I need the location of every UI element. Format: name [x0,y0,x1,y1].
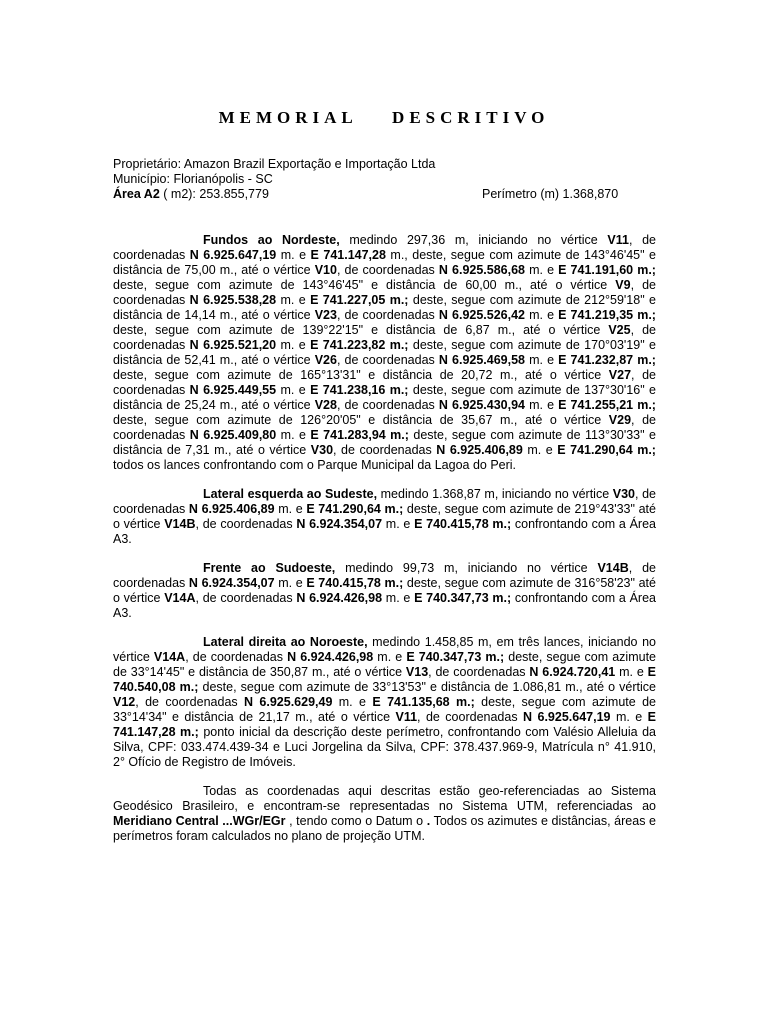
text-run: m. e [522,443,558,457]
bold-text-run: N 6.925.409,80 [189,428,277,442]
text-run: todos os lances confrontando com o Parque Municipal da Lagoa do Peri. [113,458,517,472]
bold-text-run: E 741.255,21 m.; [558,398,656,412]
text-run: confrontando com a Área A3. [113,591,656,620]
text-run: m. e [276,338,311,352]
text-run: medindo 1.368,87 m, iniciando no vértice [377,487,613,501]
text-run: deste, segue com azimute de 219°43'33" até o vértice [113,502,656,531]
bold-text-run: E 741.238,16 m.; [310,383,409,397]
bold-text-run: N 6.925.469,58 [438,353,525,367]
text-run: Todos os azimutes e distâncias, áreas e perímetros foram calculados no plano de projeção UTM. [113,814,656,843]
text-run: m. e [332,695,373,709]
bold-text-run: E 741.290,64 m.; [306,502,404,516]
text-run: m. e [274,502,307,516]
text-run: m. e [382,591,415,605]
bold-text-run: V14A [164,591,196,605]
bold-text-run: V12 [113,695,136,709]
municipality-line: Município: Florianópolis - SC [113,172,273,186]
perimeter-line: Perímetro (m) 1.368,870 [482,187,619,201]
text-run: , de coordenadas [428,665,530,679]
bold-text-run: E 740.415,78 m.; [306,576,404,590]
bold-text-run: N 6.924.354,07 [188,576,275,590]
bold-text-run: N 6.925.647,19 [523,710,611,724]
bold-text-run: E 740.540,08 m.; [113,665,656,694]
paragraph-lateral-esquerda-sudeste [113,487,656,547]
bold-text-run: E 741.223,82 m.; [310,338,409,352]
text-run: m. e [525,263,559,277]
bold-text-run: N 6.925.449,55 [189,383,277,397]
text-run: confrontando com a Área A3. [113,517,656,546]
text-run: m. e [610,710,648,724]
text-run: m. e [276,248,311,262]
bold-text-run: N 6.925.526,42 [438,308,525,322]
text-run: ponto inicial da descrição deste perímetro, confrontando com Valésio Alleluia da Silva, CPF: 033.474.439-34 e Luci Jorgelina da Silva, CPF: 378.437.969-9, Matrícula n° 41.910, 2° Ofício de Registro de Imóveis. [113,725,656,769]
text-run: m. e [525,398,559,412]
text-run: medindo 1.458,85 m, em três lances, iniciando no vértice [113,635,656,664]
bold-text-run: V23 [314,308,337,322]
text-run: m. e [382,517,415,531]
text-run: m. e [276,293,311,307]
bold-text-run: V14B [597,561,629,575]
bold-text-run: N 6.925.521,20 [189,338,277,352]
bold-text-run: E 741.283,94 m.; [310,428,409,442]
bold-text-run: Meridiano Central ...WGr/EGr [113,814,286,828]
bold-text-run: E 741.135,68 m.; [372,695,475,709]
bold-text-run: Lateral direita ao Noroeste, [203,635,368,649]
bold-text-run: E 741.232,87 m.; [558,353,656,367]
text-run: , de coordenadas [113,561,656,590]
bold-text-run: V9 [615,278,631,292]
bold-text-run: E 741.147,28 [310,248,386,262]
text-run: , de coordenadas [336,398,439,412]
area-row [113,187,673,202]
bold-text-run: N 6.925.406,89 [188,502,275,516]
bold-text-run: . [426,814,431,828]
text-run: deste, segue com azimute de 33°13'53" e distância de 1.086,81 m., até o vértice [198,680,656,694]
paragraph-frente-sudoeste [113,561,656,621]
text-run: , de coordenadas [336,308,439,322]
text-run: m. e [525,308,559,322]
text-run: , tendo como o Datum o [285,814,427,828]
text-run: , de coordenadas [417,710,524,724]
text-run: deste, segue com azimute de 137°30'16" e distância de 25,24 m., até o vértice [113,383,656,412]
text-run: m. e [525,353,559,367]
text-run: deste, segue com azimute de 139°22'15" e distância de 6,87 m., até o vértice [113,323,609,337]
bold-text-run: V10 [314,263,337,277]
bold-text-run: N 6.925.647,19 [189,248,277,262]
bold-text-run: V25 [608,323,631,337]
text-run: deste, segue com azimute de 143°46'45" e distância de 60,00 m., até o vértice [113,278,616,292]
text-run: deste, segue com azimute de 170°03'19" e distância de 52,41 m., até o vértice [113,338,656,367]
bold-text-run: Lateral esquerda ao Sudeste, [203,487,378,501]
text-run: , de coordenadas [113,323,656,352]
text-run: medindo 99,73 m, iniciando no vértice [335,561,598,575]
bold-text-run: V11 [395,710,418,724]
text-run: deste, segue com azimute de 165°13'31" e distância de 20,72 m., até o vértice [113,368,609,382]
document-title: MEMORIAL DESCRITIVO [218,108,550,127]
text-run: , de coordenadas [113,413,656,442]
bold-text-run: E 740.415,78 m.; [414,517,512,531]
bold-text-run: V14B [164,517,196,531]
bold-text-run: N 6.924.720,41 [529,665,616,679]
bold-text-run: V27 [608,368,632,382]
bold-text-run: V11 [607,233,629,247]
text-run: deste, segue com azimute de 33°14'34" e distância de 21,17 m., até o vértice [113,695,656,724]
bold-text-run: N 6.924.426,98 [287,650,374,664]
text-run: Todas as coordenadas aqui descritas estão geo-referenciadas ao Sistema Geodésico Brasileiro, e encontram-se representadas no Sistema UTM, referenciadas ao [113,784,656,813]
bold-text-run: V13 [405,665,429,679]
description-body [113,233,656,858]
bold-text-run: N 6.924.426,98 [296,591,383,605]
bold-text-run: E 741.290,64 m.; [557,443,656,457]
bold-text-run: E 740.347,73 m.; [414,591,512,605]
text-run: , de coordenadas [135,695,245,709]
bold-text-run: N 6.925.406,89 [436,443,523,457]
paragraph-coordinate-system-note [113,784,656,844]
text-run: m., deste, segue com azimute de 143°46'45" e distância de 75,00 m., até o vértice [113,248,656,277]
bold-text-run: E 741.219,35 m.; [558,308,656,322]
bold-text-run: N 6.925.430,94 [438,398,525,412]
text-run: m. e [274,576,307,590]
bold-text-run: Frente ao Sudoeste, [203,561,336,575]
bold-text-run: V28 [314,398,337,412]
text-run: , de coordenadas [113,487,656,516]
bold-text-run: E 741.191,60 m.; [558,263,656,277]
bold-text-run: Fundos ao Nordeste, [203,233,340,247]
bold-text-run: N 6.924.354,07 [296,517,383,531]
bold-text-run: V26 [314,353,337,367]
paragraph-fundos-nordeste [113,233,656,473]
bold-text-run: E 740.347,73 m.; [406,650,505,664]
text-run: , de coordenadas [195,517,297,531]
text-run: m. e [276,383,311,397]
text-run: , de coordenadas [336,263,439,277]
text-run: , de coordenadas [195,591,297,605]
text-run: , de coordenadas [333,443,437,457]
bold-text-run: E 741.147,28 m.; [113,710,657,739]
text-run: deste, segue com azimute de 212°59'18" e distância de 14,14 m., até o vértice [113,293,656,322]
text-run: m. e [615,665,648,679]
text-run: , de coordenadas [336,353,439,367]
text-run: , de coordenadas [113,233,656,262]
bold-text-run: N 6.925.629,49 [244,695,333,709]
paragraph-lateral-direita-noroeste [113,635,656,770]
text-run: deste, segue com azimute de 33°14'45" e distância de 350,87 m., até o vértice [113,650,656,679]
text-run: , de coordenadas [113,278,656,307]
bold-text-run: N 6.925.538,28 [189,293,277,307]
bold-text-run: V14A [153,650,186,664]
text-run: deste, segue com azimute de 316°58'23" até o vértice [113,576,656,605]
text-run: m. e [373,650,407,664]
bold-text-run: V29 [608,413,632,427]
text-run: deste, segue com azimute de 126°20'05" e distância de 35,67 m., até o vértice [113,413,609,427]
owner-line: Proprietário: Amazon Brazil Exportação e Importação Ltda [113,157,436,171]
text-run: , de coordenadas [113,368,656,397]
bold-text-run: V30 [310,443,334,457]
bold-text-run: N 6.925.586,68 [438,263,525,277]
text-run: medindo 297,36 m, iniciando no vértice [339,233,608,247]
area-label: Área A2 [113,187,160,201]
document-header-info [113,157,673,202]
text-run: m. e [276,428,311,442]
bold-text-run: V30 [612,487,636,501]
bold-text-run: E 741.227,05 m.; [310,293,409,307]
text-run: deste, segue com azimute de 113°30'33" e distância de 7,31 m., até o vértice [113,428,656,457]
text-run: , de coordenadas [185,650,288,664]
area-value: ( m2): 253.855,779 [159,187,269,201]
